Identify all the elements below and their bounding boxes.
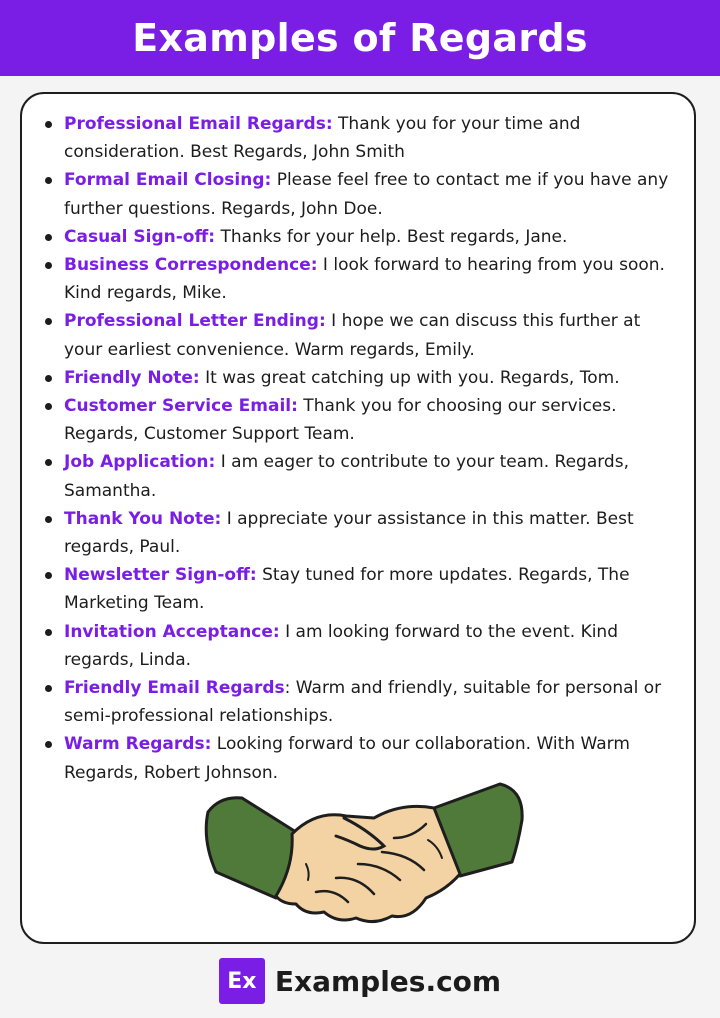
example-text: It was great catching up with you. Regards, Tom. <box>199 367 620 388</box>
example-item <box>42 674 682 730</box>
example-term: Friendly Note: <box>64 367 200 388</box>
site-name[interactable]: Examples.com <box>274 964 502 998</box>
example-text: Stay tuned for more updates. Regards, The Marketing Team. <box>64 565 630 614</box>
example-text: Thanks for your help. Best regards, Jane. <box>215 226 568 247</box>
examples-list <box>42 110 682 787</box>
example-item <box>42 392 682 448</box>
example-item <box>42 251 682 307</box>
example-term: Professional Letter Ending: <box>64 311 326 332</box>
example-text: Looking forward to our collaboration. With Warm Regards, Robert Johnson. <box>64 734 630 783</box>
example-text: : Warm and friendly, suitable for personal or semi-professional relationships. <box>64 678 662 727</box>
example-item <box>42 307 682 363</box>
example-item <box>42 166 682 222</box>
bullet-icon <box>45 177 52 184</box>
example-item <box>42 110 682 166</box>
bullet-icon <box>45 234 52 241</box>
bullet-icon <box>45 741 52 748</box>
example-text: I am looking forward to the event. Kind regards, Linda. <box>64 621 619 670</box>
example-item <box>42 223 682 251</box>
footer <box>0 944 720 1018</box>
handshake-icon <box>198 780 528 930</box>
bullet-icon <box>45 375 52 382</box>
example-item <box>42 364 682 392</box>
example-item <box>42 505 682 561</box>
example-term: Formal Email Closing: <box>64 170 272 191</box>
page-header <box>0 0 720 76</box>
bullet-icon <box>45 121 52 128</box>
example-item <box>42 561 682 617</box>
example-term: Professional Email Regards: <box>64 114 333 134</box>
bullet-icon <box>45 318 52 325</box>
example-text: I appreciate your assistance in this matter. Best regards, Paul. <box>64 508 634 558</box>
bullet-icon <box>45 262 52 269</box>
bullet-icon <box>45 459 52 466</box>
bullet-icon <box>45 572 52 579</box>
bullet-icon <box>45 629 52 636</box>
bullet-icon <box>45 685 52 692</box>
bullet-icon <box>45 516 52 523</box>
example-text: I look forward to hearing from you soon. Kind regards, Mike. <box>64 255 665 304</box>
site-logo[interactable] <box>219 958 265 1004</box>
logo-text: Ex <box>227 968 257 994</box>
example-text: Please feel free to contact me if you have any further questions. Regards, John Doe. <box>64 170 669 219</box>
example-term: Warm Regards: <box>64 734 212 755</box>
example-text: Thank you for your time and consideration. Best Regards, John Smith <box>64 114 581 163</box>
example-term: Newsletter Sign-off: <box>64 565 257 586</box>
example-term: Invitation Acceptance: <box>64 621 280 642</box>
example-item <box>42 730 682 786</box>
example-term: Customer Service Email: <box>64 396 298 417</box>
example-term: Business Correspondence: <box>64 255 318 276</box>
example-text: I hope we can discuss this further at your earliest convenience. Warm regards, Emily. <box>64 311 641 360</box>
example-item <box>42 448 682 504</box>
bullet-icon <box>45 403 52 410</box>
examples-card <box>20 92 696 944</box>
example-item <box>42 618 682 674</box>
page-title: Examples of Regards <box>132 16 588 60</box>
example-text: Thank you for choosing our services. Regards, Customer Support Team. <box>64 396 617 445</box>
example-text: I am eager to contribute to your team. Regards, Samantha. <box>64 452 629 501</box>
example-term: Job Application: <box>64 452 216 473</box>
example-term: Casual Sign-off: <box>64 226 216 247</box>
example-term: Friendly Email Regards <box>64 678 285 699</box>
example-term: Thank You Note: <box>64 508 222 529</box>
